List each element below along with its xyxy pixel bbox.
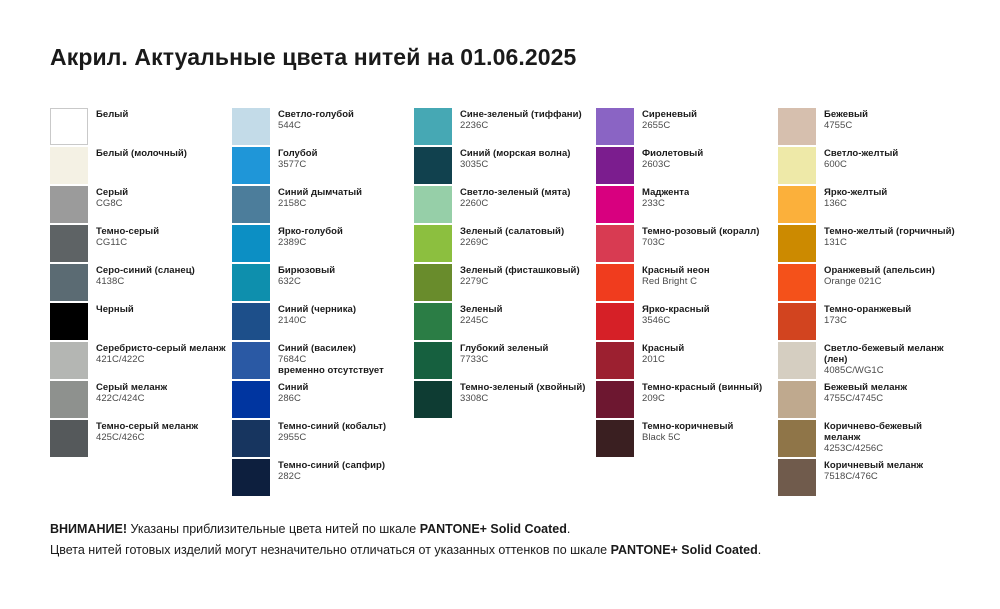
- pantone-brand-2: PANTONE+ Solid Coated: [610, 542, 758, 557]
- swatch-item: [778, 264, 960, 303]
- color-chip: [232, 186, 270, 223]
- chip-text: [88, 108, 128, 120]
- chip-name: Темно-красный (винный): [642, 382, 763, 393]
- chip-text: [270, 186, 362, 209]
- color-chip: [232, 264, 270, 301]
- chip-name: Ярко-желтый: [824, 187, 888, 198]
- chip-code: 233C: [642, 198, 665, 210]
- chip-name: Темно-зеленый (хвойный): [460, 382, 586, 393]
- chip-code: 2158C: [278, 198, 307, 210]
- chip-name: Черный: [96, 304, 134, 315]
- chip-text: [452, 225, 564, 248]
- color-chip: [596, 303, 634, 340]
- color-chip: [778, 303, 816, 340]
- chip-name: Белый: [96, 109, 129, 120]
- chip-text: [88, 186, 128, 209]
- swatch-item: [778, 186, 960, 225]
- color-chip: [778, 342, 816, 379]
- chip-code: 2260C: [460, 198, 489, 210]
- chip-text: [88, 225, 159, 248]
- swatch-column-5: [778, 108, 960, 498]
- chip-text: [452, 147, 571, 170]
- chip-text: [634, 303, 710, 326]
- color-chip: [50, 264, 88, 301]
- swatch-item: [50, 381, 232, 420]
- chip-name: Светло-бежевый меланж (лен): [824, 343, 944, 366]
- footer-line-1-text: Указаны приблизительные цвета нитей по шкале: [127, 522, 420, 536]
- chip-text: [816, 147, 898, 170]
- swatch-item: [50, 342, 232, 381]
- swatch-item: [414, 225, 596, 264]
- chip-text: [452, 186, 570, 209]
- color-chip: [50, 186, 88, 223]
- swatch-item: [50, 186, 232, 225]
- chip-text: [270, 225, 343, 248]
- color-chip: [50, 420, 88, 457]
- footer-line-2: [50, 540, 960, 561]
- swatch-item: [232, 147, 414, 186]
- chip-code: 136C: [824, 198, 847, 210]
- chip-code: 7684C: [278, 354, 307, 366]
- swatch-item: [232, 381, 414, 420]
- chip-name: Сиреневый: [642, 109, 698, 120]
- chip-name: Белый (молочный): [96, 148, 188, 159]
- chip-code: 544C: [278, 120, 301, 132]
- chip-text: [634, 225, 759, 248]
- swatch-item: [596, 381, 778, 420]
- chip-text: [270, 420, 386, 443]
- chip-name: Синий (морская волна): [460, 148, 571, 159]
- color-chip: [414, 108, 452, 145]
- chip-name: Темно-синий (кобальт): [278, 421, 387, 432]
- swatch-item: [414, 381, 596, 420]
- chip-text: [816, 264, 935, 287]
- swatch-item: [232, 459, 414, 498]
- chip-name: Серый меланж: [96, 382, 168, 393]
- chip-name: Зеленый: [460, 304, 503, 315]
- color-chip: [414, 381, 452, 418]
- chip-code: 7733C: [460, 354, 489, 366]
- page-title: Акрил. Актуальные цвета нитей на 01.06.2025: [50, 44, 577, 70]
- chip-text: [452, 381, 585, 404]
- swatch-item: [414, 186, 596, 225]
- chip-text: [816, 225, 955, 248]
- color-chip: [778, 381, 816, 418]
- footer-line-1-suffix: .: [566, 522, 571, 536]
- chip-name: Зеленый (салатовый): [460, 226, 565, 237]
- chip-name: Коричневый меланж: [824, 460, 924, 471]
- chip-text: [452, 303, 502, 326]
- swatch-item: [414, 342, 596, 381]
- swatch-item: [232, 342, 414, 381]
- chip-name: Светло-зеленый (мята): [460, 187, 571, 198]
- chip-name: Голубой: [278, 148, 318, 159]
- swatch-item: [414, 147, 596, 186]
- chip-name: Бежевый меланж: [824, 382, 908, 393]
- color-chip: [596, 147, 634, 184]
- chip-code: Black 5C: [642, 432, 681, 444]
- color-chip: [596, 225, 634, 262]
- chip-name: Синий (черника): [278, 304, 357, 315]
- chip-code: 209C: [642, 393, 665, 405]
- chip-name: Бежевый: [824, 109, 869, 120]
- color-chip: [778, 147, 816, 184]
- chip-text: [634, 420, 733, 443]
- chip-code: 2279C: [460, 276, 489, 288]
- chip-code: 422C/424C: [96, 393, 145, 405]
- chip-name: Темно-розовый (коралл): [642, 226, 760, 237]
- swatch-item: [232, 108, 414, 147]
- chip-text: [452, 108, 582, 131]
- chip-name: Серебристо-серый меланж: [96, 343, 226, 354]
- chip-name: Темно-серый: [96, 226, 160, 237]
- chip-name: Серо-синий (сланец): [96, 265, 195, 276]
- swatch-item: [50, 108, 232, 147]
- chip-code: 2269C: [460, 237, 489, 249]
- swatch-item: [596, 264, 778, 303]
- chip-text: [270, 147, 318, 170]
- swatch-item: [232, 420, 414, 459]
- chip-text: [634, 147, 703, 170]
- swatch-item: [50, 264, 232, 303]
- swatch-item: [596, 108, 778, 147]
- color-chip: [50, 147, 88, 184]
- pantone-brand-1: PANTONE+ Solid Coated: [419, 522, 567, 536]
- chip-note: временно отсутствует: [278, 365, 384, 377]
- chip-code: 4755C: [824, 120, 853, 132]
- chip-code: 600C: [824, 159, 847, 171]
- footer-line-1: [50, 519, 960, 540]
- swatch-item: [414, 264, 596, 303]
- color-chip: [414, 303, 452, 340]
- color-chip: [778, 225, 816, 262]
- chip-code: 425C/426C: [96, 432, 145, 444]
- chip-text: [634, 264, 710, 287]
- chip-text: [634, 342, 684, 365]
- swatch-item: [778, 225, 960, 264]
- chip-code: CG11C: [96, 237, 128, 249]
- chip-name: Темно-серый меланж: [96, 421, 199, 432]
- chip-text: [88, 264, 195, 287]
- swatch-item: [414, 108, 596, 147]
- chip-code: 3035C: [460, 159, 489, 171]
- chip-text: [634, 186, 689, 209]
- color-chip: [596, 264, 634, 301]
- color-chip: [232, 420, 270, 457]
- chip-code: CG8C: [96, 198, 123, 210]
- swatch-item: [50, 303, 232, 342]
- chip-text: [634, 381, 762, 404]
- chip-name: Маджента: [642, 187, 690, 198]
- chip-name: Светло-желтый: [824, 148, 899, 159]
- chip-text: [270, 459, 385, 482]
- chip-name: Глубокий зеленый: [460, 343, 549, 354]
- color-chip: [778, 264, 816, 301]
- swatch-item: [596, 186, 778, 225]
- chip-name: Темно-желтый (горчичный): [824, 226, 955, 237]
- color-chip: [50, 108, 88, 145]
- swatch-item: [778, 459, 960, 498]
- chip-code: 2245C: [460, 315, 489, 327]
- chip-code: 2655C: [642, 120, 671, 132]
- color-chip: [596, 381, 634, 418]
- swatch-column-3: [414, 108, 596, 498]
- chip-name: Красный: [642, 343, 685, 354]
- chip-text: [816, 459, 923, 482]
- footer-attention-label: ВНИМАНИЕ!: [50, 522, 127, 536]
- swatch-item: [596, 420, 778, 459]
- color-chip: [232, 108, 270, 145]
- chip-code: Orange 021C: [824, 276, 882, 288]
- chip-code: 173C: [824, 315, 847, 327]
- chip-name: Темно-оранжевый: [824, 304, 912, 315]
- swatch-item: [778, 303, 960, 342]
- chip-text: [270, 108, 354, 131]
- chip-text: [816, 108, 868, 131]
- chip-code: 7518C/476C: [824, 471, 878, 483]
- swatch-item: [232, 264, 414, 303]
- chip-code: Red Bright C: [642, 276, 697, 288]
- chip-code: 2236C: [460, 120, 489, 132]
- swatch-item: [596, 225, 778, 264]
- color-chip: [778, 108, 816, 145]
- color-chip: [414, 225, 452, 262]
- chip-code: 286C: [278, 393, 301, 405]
- color-chip: [596, 108, 634, 145]
- chip-name: Бирюзовый: [278, 265, 336, 276]
- color-chip: [232, 303, 270, 340]
- chip-name: Светло-голубой: [278, 109, 354, 120]
- chip-code: 282C: [278, 471, 301, 483]
- color-chip: [232, 342, 270, 379]
- chip-text: [88, 420, 198, 443]
- chip-code: 2603C: [642, 159, 671, 171]
- chip-code: 201C: [642, 354, 665, 366]
- swatch-column-1: [50, 108, 232, 498]
- swatch-item: [596, 342, 778, 381]
- chip-name: Коричнево-бежевый меланж: [824, 421, 923, 444]
- color-chip: [232, 225, 270, 262]
- swatch-item: [596, 147, 778, 186]
- chip-text: [634, 108, 697, 131]
- chip-code: 131C: [824, 237, 847, 249]
- chip-text: [452, 342, 548, 365]
- color-chip: [50, 303, 88, 340]
- chip-code: 4138C: [96, 276, 125, 288]
- chip-text: [816, 420, 960, 455]
- chip-text: [88, 342, 226, 365]
- swatch-item: [50, 147, 232, 186]
- chip-name: Красный неон: [642, 265, 710, 276]
- chip-text: [270, 342, 384, 377]
- chip-code: 3308C: [460, 393, 489, 405]
- swatch-item: [232, 225, 414, 264]
- color-chip: [414, 342, 452, 379]
- chip-code: 3577C: [278, 159, 307, 171]
- chip-code: 2140C: [278, 315, 307, 327]
- color-chip: [232, 147, 270, 184]
- footer-notes: [50, 519, 960, 560]
- chip-name: Серый: [96, 187, 129, 198]
- color-chip: [778, 186, 816, 223]
- color-chip: [778, 459, 816, 496]
- swatch-item: [232, 186, 414, 225]
- chip-name: Зеленый (фисташковый): [460, 265, 580, 276]
- color-chip: [50, 225, 88, 262]
- chip-code: 703C: [642, 237, 665, 249]
- color-chip: [50, 342, 88, 379]
- chip-code: 4755C/4745C: [824, 393, 884, 405]
- chip-code: 2389C: [278, 237, 307, 249]
- chip-name: Темно-коричневый: [642, 421, 734, 432]
- chip-text: [270, 264, 335, 287]
- footer-line-2-suffix: .: [757, 542, 762, 557]
- chip-code: 632C: [278, 276, 301, 288]
- chip-text: [88, 381, 167, 404]
- chip-text: [816, 381, 907, 404]
- swatch-item: [414, 303, 596, 342]
- chip-name: Сине-зеленый (тиффани): [460, 109, 582, 120]
- color-chip: [596, 420, 634, 457]
- color-chip: [232, 459, 270, 496]
- chip-code: 4253C/4256C: [824, 443, 884, 455]
- chip-name: Фиолетовый: [642, 148, 704, 159]
- chip-name: Темно-синий (сапфир): [278, 460, 386, 471]
- swatch-item: [596, 303, 778, 342]
- chip-code: 3546C: [642, 315, 671, 327]
- chip-name: Синий: [278, 382, 309, 393]
- swatch-column-4: [596, 108, 778, 498]
- swatch-item: [778, 342, 960, 381]
- chip-code: 4085C/WG1C: [824, 365, 884, 377]
- color-chip: [596, 342, 634, 379]
- color-chip: [232, 381, 270, 418]
- chip-text: [88, 303, 134, 315]
- chip-name: Синий (василек): [278, 343, 356, 354]
- swatch-columns: [50, 108, 960, 498]
- footer-line-2-text: Цвета нитей готовых изделий могут незначительно отличаться от указанных оттенков по шкале: [50, 542, 611, 557]
- swatch-item: [778, 381, 960, 420]
- chip-name: Синий дымчатый: [278, 187, 363, 198]
- swatch-item: [50, 420, 232, 459]
- color-chip: [414, 186, 452, 223]
- chip-text: [816, 342, 960, 377]
- swatch-item: [778, 420, 960, 459]
- color-chip: [596, 186, 634, 223]
- chip-name: Оранжевый (апельсин): [824, 265, 935, 276]
- color-chip: [414, 147, 452, 184]
- chip-text: [816, 303, 911, 326]
- chip-code: 2955C: [278, 432, 307, 444]
- chip-name: Ярко-голубой: [278, 226, 343, 237]
- chip-text: [270, 303, 356, 326]
- swatch-item: [778, 108, 960, 147]
- chip-code: 421C/422C: [96, 354, 145, 366]
- swatch-item: [50, 225, 232, 264]
- swatch-item: [778, 147, 960, 186]
- chip-text: [88, 147, 187, 159]
- chip-text: [816, 186, 887, 209]
- swatch-column-2: [232, 108, 414, 498]
- chip-text: [270, 381, 308, 404]
- color-chip: [414, 264, 452, 301]
- color-chip: [50, 381, 88, 418]
- color-chip: [778, 420, 816, 457]
- swatch-item: [232, 303, 414, 342]
- chip-name: Ярко-красный: [642, 304, 710, 315]
- chip-text: [452, 264, 580, 287]
